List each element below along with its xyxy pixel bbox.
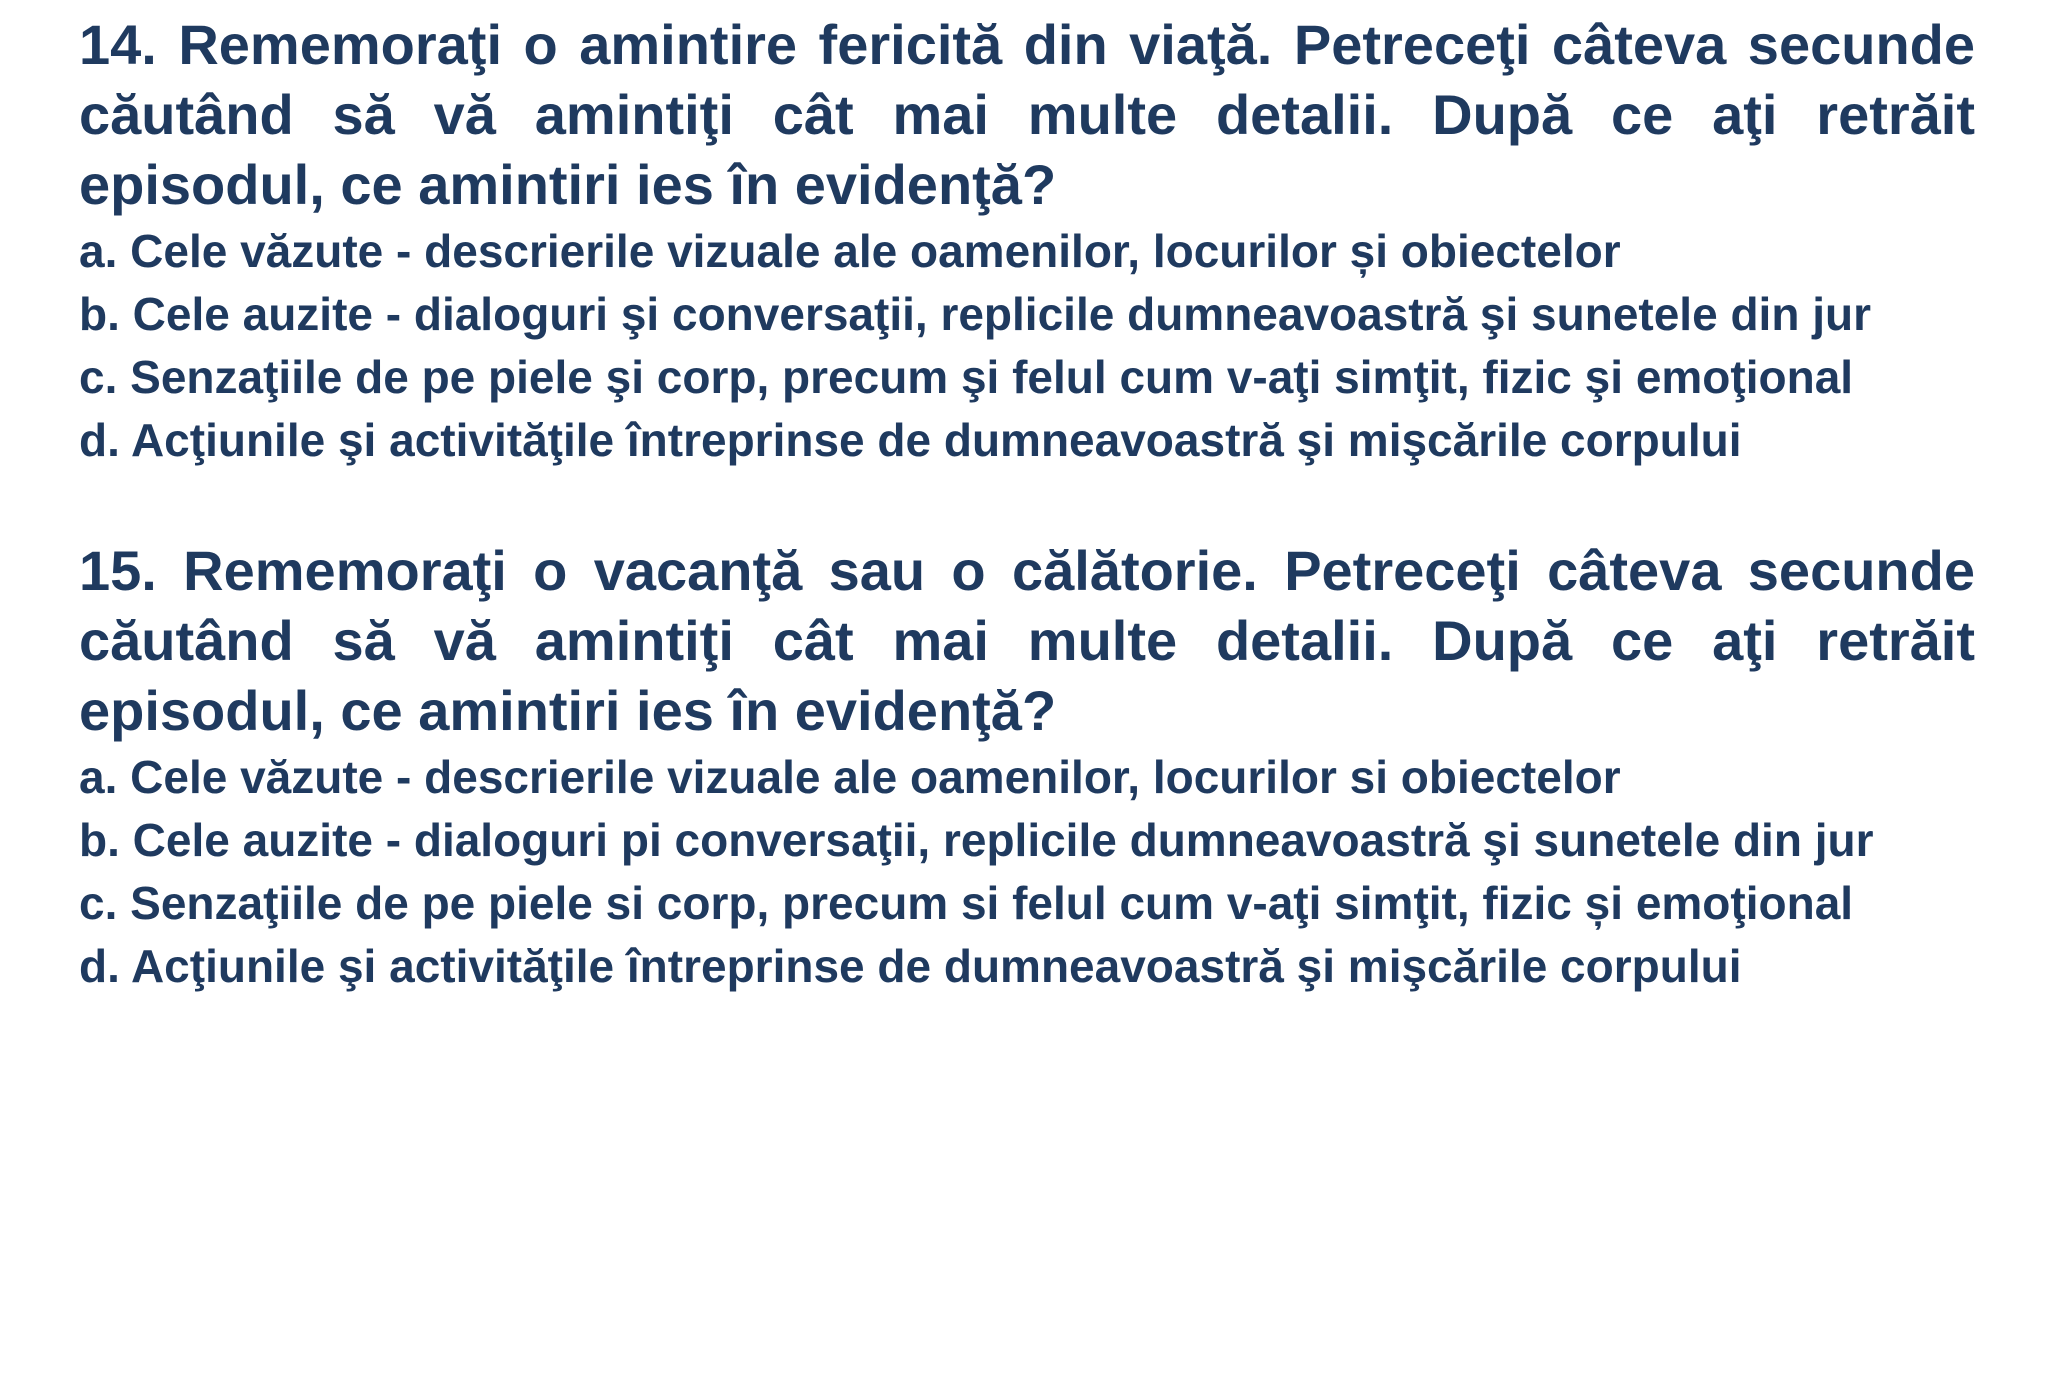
question-14-option-a: a. Cele văzute - descrierile vizuale ale oamenilor, locurilor și obiectelor [79, 225, 1621, 277]
document-page [79, 10, 1975, 998]
question-15-option-a: a. Cele văzute - descrierile vizuale ale oamenilor, locurilor si obiectelor [79, 751, 1621, 803]
question-15-option-c: c. Senzaţiile de pe piele si corp, precum si felul cum v-aţi simţit, fizic și emoţional [79, 877, 1854, 929]
question-15-text: 15. Rememoraţi o vacanţă sau o călătorie. Petreceţi câteva secunde căutând să vă amintiţi cât mai multe detalii. După ce aţi retrăit episodul, ce amintiri ies în evidenţă? [79, 539, 1975, 742]
question-14-option-b: b. Cele auzite - dialoguri şi conversaţii, replicile dumneavoastră şi sunetele din jur [79, 288, 1871, 340]
question-15 [79, 536, 1975, 998]
question-14-text: 14. Rememoraţi o amintire fericită din viaţă. Petreceţi câteva secunde căutând să vă amintiţi cât mai multe detalii. După ce aţi retrăit episodul, ce amintiri ies în evidenţă? [79, 13, 1975, 216]
question-15-option-b: b. Cele auzite - dialoguri pi conversaţii, replicile dumneavoastră şi sunetele din jur [79, 814, 1874, 866]
question-separator [79, 472, 1975, 536]
question-14 [79, 10, 1975, 472]
question-14-option-d: d. Acţiunile şi activităţile întreprinse de dumneavoastră şi mişcările corpului [79, 414, 1742, 466]
question-15-option-d: d. Acţiunile şi activităţile întreprinse de dumneavoastră şi mişcările corpului [79, 940, 1742, 992]
question-14-option-c: c. Senzaţiile de pe piele şi corp, precum şi felul cum v-aţi simţit, fizic şi emoţional [79, 351, 1854, 403]
